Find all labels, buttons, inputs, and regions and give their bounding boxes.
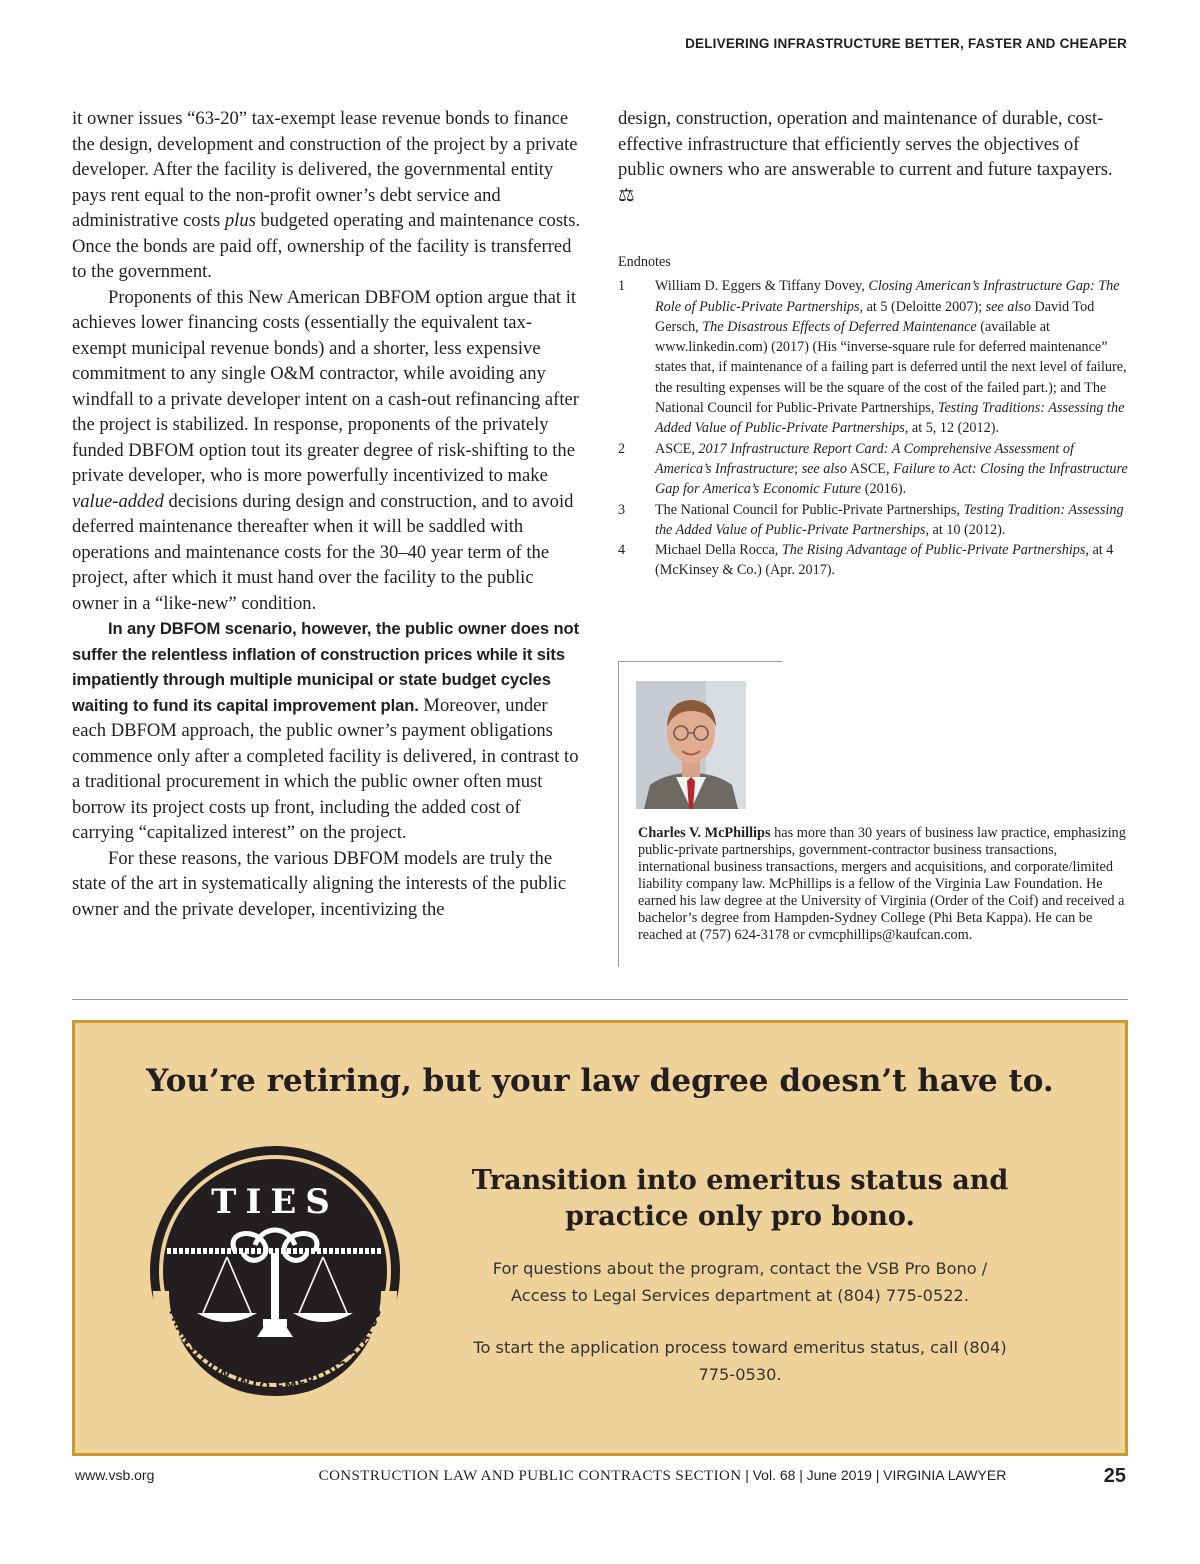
logo-ring-text: TRANSITION INTO EMERITUS STATUS — [165, 1305, 385, 1395]
author-bio — [618, 661, 1128, 967]
footer-date: June 2019 — [806, 1467, 872, 1483]
endnote-item — [618, 500, 1128, 541]
ties-advertisement — [72, 1020, 1128, 1456]
endnote-text: William D. Eggers & Tiffany Dovey, Closing American’s Infrastructure Gap: The Role of Public-Private Partnerships, at 5 (Deloitte 2007); see also David Tod Gersch, The Disastrous Effects of Deferred Maintenance (available at www.linkedin.com) (2017) (His “inverse-square rule for deferred maintenance” states that, if maintenance of a failing part is deferred until the next level of failure, the resulting expenses will be the square of the cost of the failed part.); and The National Council for Public-Private Partnerships, Testing Traditions: Assessing the Added Value of Public-Private Partnerships, at 5, 12 (2012). — [655, 278, 1127, 437]
ad-headline: You’re retiring, but your law degree doesn’t have to. — [146, 1063, 1054, 1099]
article-paragraph: Proponents of this New American DBFOM option argue that it achieves lower financing costs (essentially the equivalent tax-exempt municipal revenue bonds) and a shorter, less expensive commitment to any single O&M contractor, while avoiding any windfall to a private developer intent on a cash-out refinancing after the project is stabilized. In response, proponents of the privately funded DBFOM option tout its greater degree of risk-shifting to the private developer, who is more powerfully incentivized to make value-added decisions during design and construction, and to avoid deferred maintenance thereafter when it will be saddled with operations and maintenance costs for the 30–40 year term of the project, after which it must hand over the facility to the public owner in a “like-new” condition. — [72, 286, 579, 614]
endnote-number: 2 — [618, 440, 626, 457]
ad-contact-text: For questions about the program, contact the VSB Pro Bono / Access to Legal Services department at (804) 775-0522. — [492, 1259, 988, 1305]
footer-volume: Vol. 68 — [752, 1467, 796, 1483]
ad-body — [470, 1256, 1010, 1388]
article-left-column — [72, 106, 584, 922]
endnote-item — [618, 276, 1128, 438]
ad-subhead: Transition into emeritus status and practice only pro bono. — [471, 1165, 1009, 1232]
article-paragraph: design, construction, operation and maintenance of durable, cost-effective infrastructure that efficiently serves the objectives of public owners who are answerable to current and future taxpayers. ⚖ — [618, 108, 1113, 206]
endnote-text: The National Council for Public-Private Partnerships, Testing Tradition: Assessing the Added Value of Public-Private Partnerships, at 10 (2012). — [655, 501, 1124, 538]
page-number: 25 — [1103, 1465, 1126, 1487]
logo-title: TIES — [211, 1182, 339, 1222]
article-paragraph: For these reasons, the various DBFOM models are truly the state of the art in systematically aligning the interests of the public owner and the private developer, incentivizing the — [72, 847, 567, 920]
endnote-text: ASCE, 2017 Infrastructure Report Card: A Comprehensive Assessment of America’s Infrastructure; see also ASCE, Failure to Act: Closing the Infrastructure Gap for America’s Economic Future (2016). — [655, 440, 1128, 498]
endnote-number: 1 — [618, 278, 626, 295]
endnote-item — [618, 439, 1128, 500]
endnote-number: 4 — [618, 542, 626, 559]
footer-section: CONSTRUCTION LAW AND PUBLIC CONTRACTS SECTION — [318, 1468, 742, 1484]
endnote-list — [618, 276, 1128, 580]
endnotes — [618, 252, 1128, 581]
endnotes-title: Endnotes — [618, 254, 671, 270]
bio-text: Charles V. McPhillips has more than 30 years of business law practice, emphasizing public-private partnerships, government-contractor business transactions, international business transactions, mergers and acquisitions, and corporate/limited liability company law. McPhillips is a fellow of the Virginia Law Foundation. He earned his law degree at the University of Virginia (Order of the Coif) and received a bachelor’s degree from Hampden-Sydney College (Phi Beta Kappa). He can be reached at (757) 624-3178 or cvmcphillips@kaufcan.com. — [638, 825, 1126, 943]
bio-divider — [618, 661, 619, 967]
footer-publication-line: CONSTRUCTION LAW AND PUBLIC CONTRACTS SECTION | Vol. 68 | June 2019 | VIRGINIA LAWYER — [318, 1467, 1007, 1484]
section-divider — [72, 999, 1128, 1000]
article-right-column — [618, 106, 1130, 208]
scales-end-icon: ⚖ — [618, 184, 635, 206]
footer-url: www.vsb.org — [75, 1467, 155, 1483]
ties-logo — [145, 1141, 405, 1401]
author-name: Charles V. McPhillips — [638, 825, 771, 841]
pull-quote: In any DBFOM scenario, however, the public owner does not suffer the relentless inflation of construction prices while it sits impatiently through multiple municipal or state budget cycles waiting to fund its capital improvement plan. — [72, 619, 579, 715]
endnote-number: 3 — [618, 501, 626, 518]
article-paragraph: it owner issues “63-20” tax-exempt lease revenue bonds to finance the design, development and construction of the project by a private developer. After the facility is delivered, the governmental entity pays rent equal to the non-profit owner’s debt service and administrative costs plus budgeted operating and maintenance costs. Once the bonds are paid off, ownership of the facility is transferred to the government. — [72, 108, 581, 282]
footer-publication: VIRGINIA LAWYER — [883, 1467, 1007, 1483]
endnote-text: Michael Della Rocca, The Rising Advantage of Public-Private Partnerships, at 4 (McKinsey & Co.) (Apr. 2017). — [655, 542, 1114, 579]
article-paragraph: In any DBFOM scenario, however, the public owner does not suffer the relentless inflation of construction prices while it sits impatiently through multiple municipal or state budget cycles waiting to fund its capital improvement plan. Moreover, under each DBFOM approach, the public owner’s payment obligations commence only after a completed facility is delivered, in contrast to a traditional procurement in which the public owner often must borrow its project costs up front, including the added cost of carrying “capitalized interest” on the project. — [72, 619, 579, 843]
running-head: DELIVERING INFRASTRUCTURE BETTER, FASTER AND CHEAPER — [685, 36, 1127, 51]
ad-application-text: To start the application process toward emeritus status, call (804) 775-0530. — [473, 1338, 1007, 1384]
bio-divider — [618, 661, 782, 662]
endnote-item — [618, 540, 1128, 581]
author-photo — [636, 681, 746, 809]
